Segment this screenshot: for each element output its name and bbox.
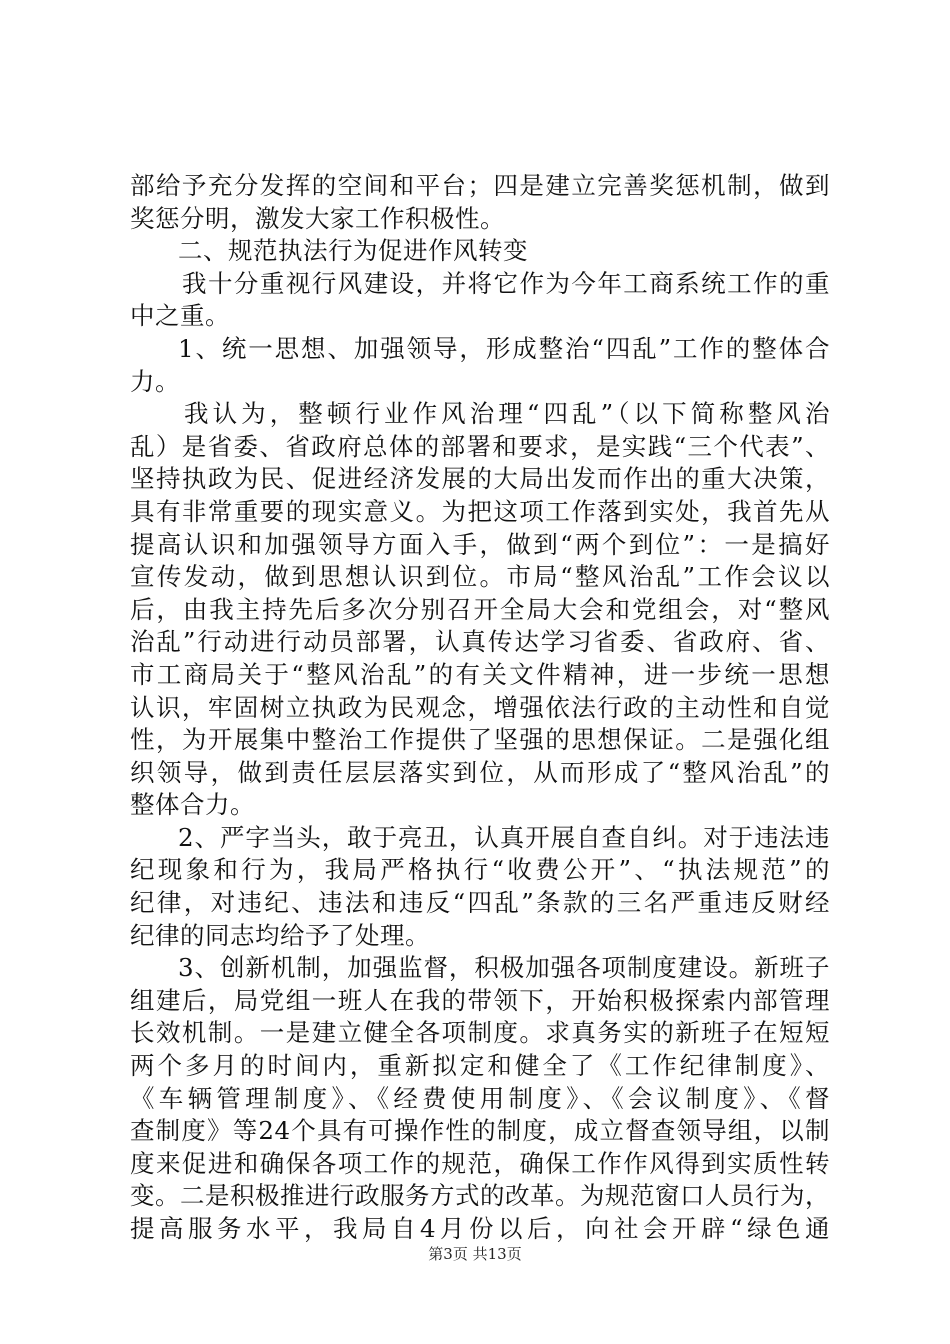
text-line: 我认为，整顿行业作风治理“四乱”（以下简称整风治	[184, 399, 830, 429]
text-line: 乱）是省委、省政府总体的部署和要求，是实践“三个代表”、	[130, 431, 830, 461]
text-line: 力。	[130, 366, 180, 396]
text-line: 市工商局关于“整风治乱”的有关文件精神，进一步统一思想	[130, 659, 830, 689]
page-footer: 第3页 共13页	[428, 1245, 522, 1263]
text-line: 《车辆管理制度》、《经费使用制度》、《会议制度》、《督	[130, 1083, 830, 1113]
text-line: 组建后，局党组一班人在我的带领下，开始积极探索内部管理	[130, 985, 830, 1015]
text-line: 纪律，对违纪、违法和违反“四乱”条款的三名严重违反财经	[130, 888, 830, 918]
text-line: 后，由我主持先后多次分别召开全局大会和党组会，对“整风	[130, 594, 830, 624]
text-line: 纪律的同志均给予了处理。	[130, 920, 430, 950]
text-line: 中之重。	[130, 301, 230, 331]
text-line: 二、规范执法行为促进作风转变	[178, 236, 528, 266]
text-line: 宣传发动，做到思想认识到位。市局“整风治乱”工作会议以	[130, 562, 830, 592]
text-line: 具有非常重要的现实意义。为把这项工作落到实处，我首先从	[130, 496, 830, 526]
text-line: 认识，牢固树立执政为民观念，增强依法行政的主动性和自觉	[130, 692, 830, 722]
text-line: 查制度》等24个具有可操作性的制度，成立督查领导组，以制	[130, 1116, 830, 1146]
text-line: 2、严字当头，敢于亮丑，认真开展自查自纠。对于违法违	[178, 822, 830, 852]
text-line: 变。二是积极推进行政服务方式的改革。为规范窗口人员行为，	[130, 1181, 830, 1211]
document-body	[130, 170, 830, 1246]
text-line: 两个多月的时间内，重新拟定和健全了《工作纪律制度》、	[130, 1051, 830, 1081]
text-line: 整体合力。	[130, 790, 255, 820]
text-line: 我十分重视行风建设，并将它作为今年工商系统工作的重	[182, 268, 830, 298]
text-line: 3、创新机制，加强监督，积极加强各项制度建设。新班子	[178, 953, 830, 983]
text-line: 坚持执政为民、促进经济发展的大局出发而作出的重大决策，	[130, 464, 830, 494]
text-line: 治乱”行动进行动员部署，认真传达学习省委、省政府、省、	[130, 627, 830, 657]
text-line: 1、统一思想、加强领导，形成整治“四乱”工作的整体合	[178, 333, 830, 363]
text-line: 提高认识和加强领导方面入手，做到“两个到位”：一是搞好	[130, 529, 830, 559]
text-line: 纪现象和行为，我局严格执行“收费公开”、“执法规范”的	[130, 855, 830, 885]
text-line: 度来促进和确保各项工作的规范，确保工作作风得到实质性转	[130, 1148, 830, 1178]
text-line: 部给予充分发挥的空间和平台；四是建立完善奖惩机制，做到	[130, 171, 830, 200]
text-line: 奖惩分明，激发大家工作积极性。	[130, 203, 505, 233]
text-line: 提高服务水平，我局自4月份以后，向社会开辟“绿色通	[130, 1214, 830, 1243]
text-line: 织领导，做到责任层层落实到位，从而形成了“整风治乱”的	[130, 757, 830, 787]
text-line: 性，为开展集中整治工作提供了坚强的思想保证。二是强化组	[130, 725, 830, 755]
text-line: 长效机制。一是建立健全各项制度。求真务实的新班子在短短	[130, 1018, 830, 1048]
